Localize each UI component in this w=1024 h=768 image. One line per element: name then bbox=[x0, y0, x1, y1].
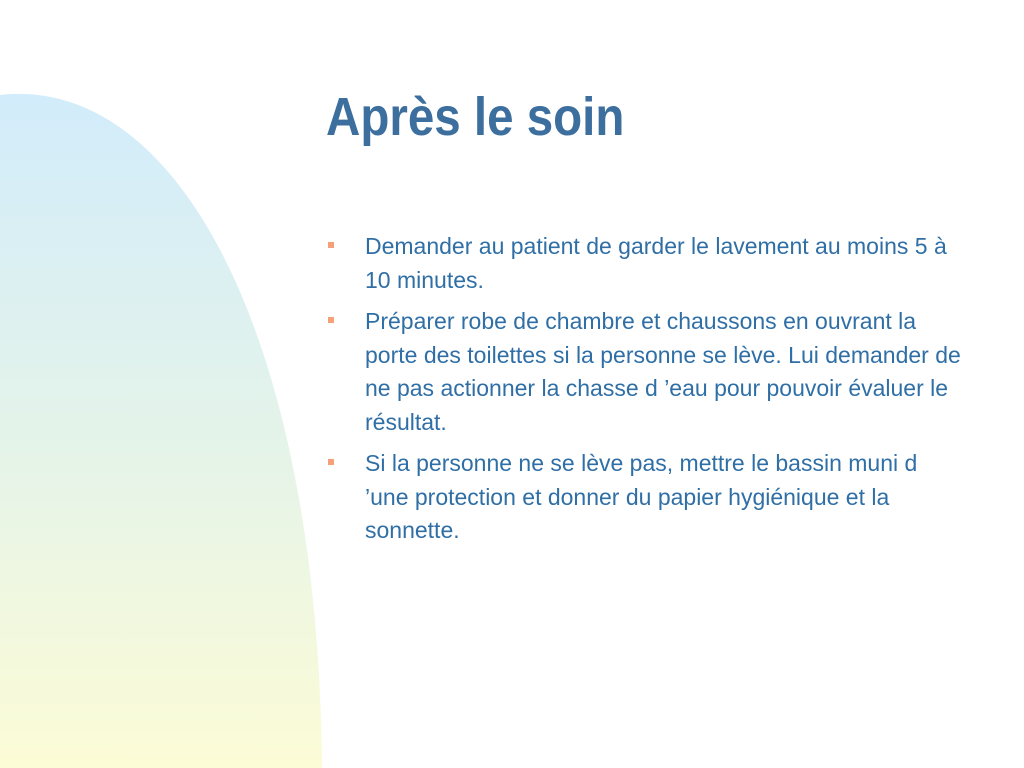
bullet-text: Préparer robe de chambre et chaussons en ouvrant la porte des toilettes si la personne se lève. Lui demander de ne pas actionner la chasse d ’eau pour pouvoir évaluer le résultat. bbox=[365, 308, 961, 435]
slide-title: Après le soin bbox=[326, 87, 625, 147]
bullet-text: Demander au patient de garder le lavement au moins 5 à 10 minutes. bbox=[365, 233, 947, 293]
square-bullet-icon bbox=[328, 317, 334, 323]
bullet-text: Si la personne ne se lève pas, mettre le bassin muni d ’une protection et donner du papier hygiénique et la sonnette. bbox=[365, 450, 918, 543]
square-bullet-icon bbox=[328, 459, 334, 465]
square-bullet-icon bbox=[328, 242, 334, 248]
decorative-arc bbox=[0, 94, 322, 768]
bullet-list bbox=[326, 230, 966, 556]
bullet-item-1 bbox=[326, 230, 966, 297]
bullet-item-3 bbox=[326, 447, 966, 548]
bullet-item-2 bbox=[326, 305, 966, 439]
